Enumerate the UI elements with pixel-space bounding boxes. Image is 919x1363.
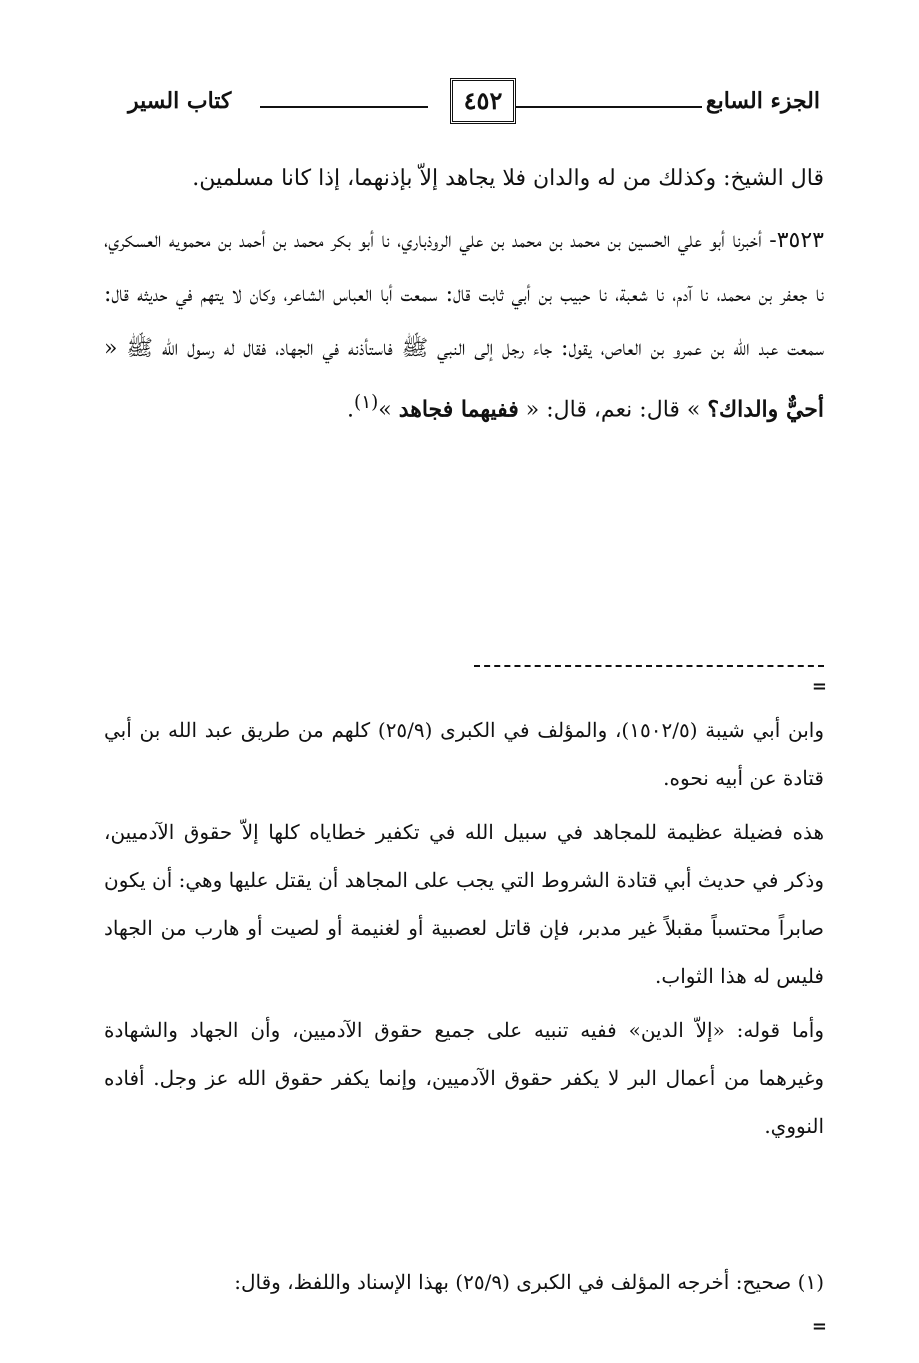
volume-title: الجزء السابع bbox=[705, 88, 820, 114]
paragraph-sheikh-saying: قال الشيخ: وكذلك من له والدان فلا يجاهد إلاّ بإذنهما، إذا كانا مسلمين. bbox=[192, 166, 824, 191]
hadith-close-quote: » bbox=[378, 397, 392, 423]
header-rule-right bbox=[512, 106, 702, 108]
notes-separator bbox=[474, 665, 824, 667]
header-rule-left bbox=[260, 106, 428, 108]
main-text bbox=[104, 152, 824, 437]
note-sources: وابن أبي شيبة (١٥٠٢/٥)، والمؤلف في الكبرى (٢٥/٩) كلهم من طريق عبد الله بن أبي قتادة عن أبيه نحوه. bbox=[104, 718, 824, 790]
note-virtue: هذه فضيلة عظيمة للمجاهد في سبيل الله في تكفير خطاياه كلها إلاّ حقوق الآدميين، وذكر في حديث أبي قتادة الشروط التي يجب على المجاهد أن يقتل عليها وهي: أن يكون صابراً محتسباً مقبلاً غير مدبر، فإن قاتل لعصبية أو لغنيمة أو لصيت أو هارب من الجهاد فليس له هذا الثواب. bbox=[104, 820, 824, 988]
book-title: كتاب السير bbox=[128, 88, 232, 114]
hadith-isnad: ٣٥٢٣- أخبرنا أبو علي الحسين بن محمد بن محمد بن علي الروذباري، نا أبو بكر محمد بن أحمد بن محمويه العسكري، نا جعفر بن محمد، نا آدم، نا شعبة، نا حبيب بن أبي ثابت قال: سمعت أبا العباس الشاعر، وكان لا يتهم في حديثه قال: سمعت عبد الله بن عمرو بن العاص، يقول: جاء رجل إلى النبي ﷺ فاستأذنه في الجهاد، فقال له رسول الله ﷺ « bbox=[104, 228, 824, 361]
hadith-reply: » قال: نعم، قال: « bbox=[525, 397, 701, 423]
continued-mark-bottom: = bbox=[811, 1316, 827, 1337]
page-number: ٤٥٢ bbox=[450, 78, 516, 124]
continued-mark-top: = bbox=[811, 676, 827, 697]
hadith-quote-1: أحيٌّ والداك؟ bbox=[707, 396, 824, 423]
footnote-1: (١) صحيح: أخرجه المؤلف في الكبرى (٢٥/٩) بهذا الإسناد واللفظ، وقال: bbox=[234, 1270, 824, 1294]
hadith-3523 bbox=[104, 214, 824, 437]
hadith-quote-2: ففيهما فجاهد bbox=[398, 396, 519, 423]
note-debt: وأما قوله: «إلاّ الدين» ففيه تنبيه على جميع حقوق الآدميين، وأن الجهاد والشهادة وغيرهما من أعمال البر لا يكفر حقوق الآدميين، وإنما يكفر حقوق الله عز وجل. أفاده النووي. bbox=[104, 1018, 824, 1138]
page-header bbox=[120, 78, 820, 126]
hadith-end: . bbox=[347, 397, 355, 423]
commentary-notes bbox=[104, 706, 824, 1150]
footnote-ref: (١) bbox=[354, 392, 379, 413]
